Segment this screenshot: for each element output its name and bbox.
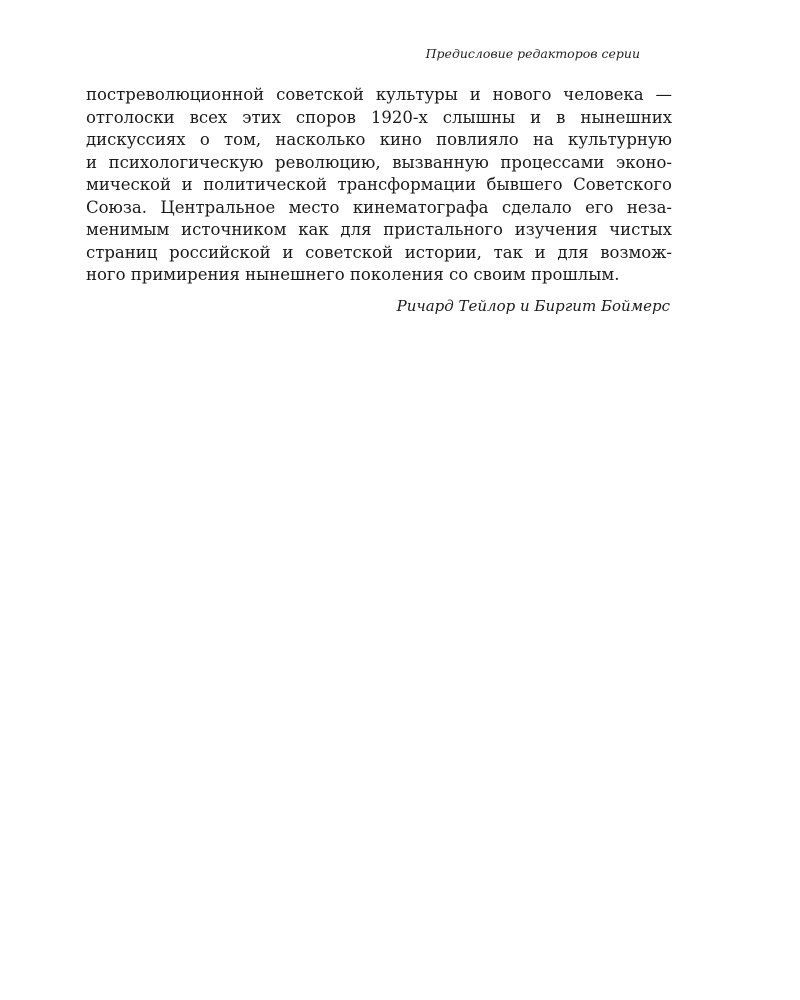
text-line: мической и политической трансформации бывшего Советского bbox=[86, 175, 672, 194]
text-line: постреволюционной советской культуры и нового человека — bbox=[86, 85, 672, 104]
running-header: Предисловие редакторов серии bbox=[425, 46, 640, 61]
signature: Ричард Тейлор и Биргит Боймерс bbox=[396, 297, 670, 315]
text-line: страниц российской и советской истории, так и для возмож- bbox=[86, 242, 672, 262]
text-line: менимым источником как для пристального изучения чистых bbox=[86, 220, 672, 239]
text-line: Союза. Центральное место кинематографа сделало его неза- bbox=[86, 197, 672, 217]
text-line: дискуссиях о том, насколько кино повлияло на культурную bbox=[86, 130, 672, 149]
body-paragraph bbox=[86, 84, 672, 287]
text-line-last: ного примирения нынешнего поколения со своим прошлым. bbox=[86, 265, 620, 284]
text-line: и психологическую революцию, вызванную процессами эконо- bbox=[86, 152, 672, 172]
text-line: отголоски всех этих споров 1920-х слышны и в нынешних bbox=[86, 107, 672, 127]
